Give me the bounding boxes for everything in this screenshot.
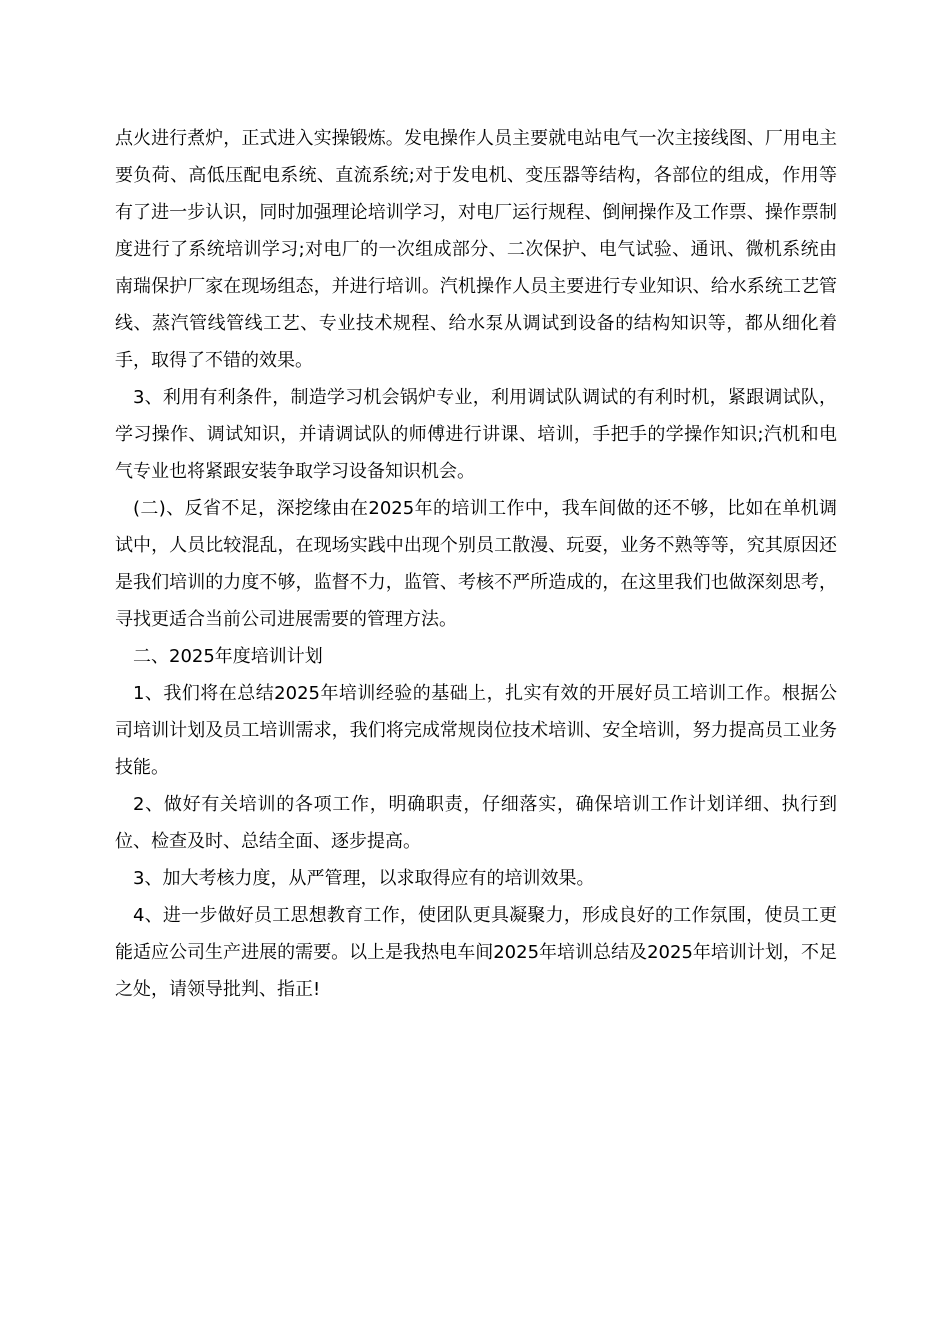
document-body: [115, 120, 837, 1008]
paragraph-item-3-learning: 3、利用有利条件，制造学习机会锅炉专业，利用调试队调试的有利时机，紧跟调试队，学习操作、调试知识，并请调试队的师傅进行讲课、培训，手把手的学操作知识;汽机和电气专业也将紧跟安装争取学习设备知识机会。: [115, 387, 837, 482]
paragraph-plan-item-3: 3、加大考核力度，从严管理，以求取得应有的培训效果。: [133, 868, 595, 889]
paragraph-plan-item-4: 4、进一步做好员工思想教育工作，使团队更具凝聚力，形成良好的工作氛围，使员工更能适应公司生产进展的需要。以上是我热电车间2025年培训总结及2025年培训计划，不足之处，请领导批判、指正!: [115, 905, 837, 1000]
paragraph-plan-item-1: 1、我们将在总结2025年培训经验的基础上，扎实有效的开展好员工培训工作。根据公司培训计划及员工培训需求，我们将完成常规岗位技术培训、安全培训，努力提高员工业务技能。: [115, 683, 837, 778]
section-heading-plan: 二、2025年度培训计划: [133, 646, 323, 667]
paragraph-shortcomings: (二)、反省不足，深挖缘由在2025年的培训工作中，我车间做的还不够，比如在单机调试中，人员比较混乱，在现场实践中出现个别员工散漫、玩耍，业务不熟等等，究其原因还是我们培训的力度不够，监督不力，监管、考核不严所造成的，在这里我们也做深刻思考，寻找更适合当前公司进展需要的管理方法。: [115, 498, 837, 630]
paragraph-training-details: 点火进行煮炉，正式进入实操锻炼。发电操作人员主要就电站电气一次主接线图、厂用电主要负荷、高低压配电系统、直流系统;对于发电机、变压器等结构，各部位的组成，作用等有了进一步认识，同时加强理论培训学习，对电厂运行规程、倒闸操作及工作票、操作票制度进行了系统培训学习;对电厂的一次组成部分、二次保护、电气试验、通讯、微机系统由南瑞保护厂家在现场组态，并进行培训。汽机操作人员主要进行专业知识、给水系统工艺管线、蒸汽管线管线工艺、专业技术规程、给水泵从调试到设备的结构知识等，都从细化着手，取得了不错的效果。: [115, 128, 837, 371]
paragraph-plan-item-2: 2、做好有关培训的各项工作，明确职责，仔细落实，确保培训工作计划详细、执行到位、检查及时、总结全面、逐步提高。: [115, 794, 837, 852]
